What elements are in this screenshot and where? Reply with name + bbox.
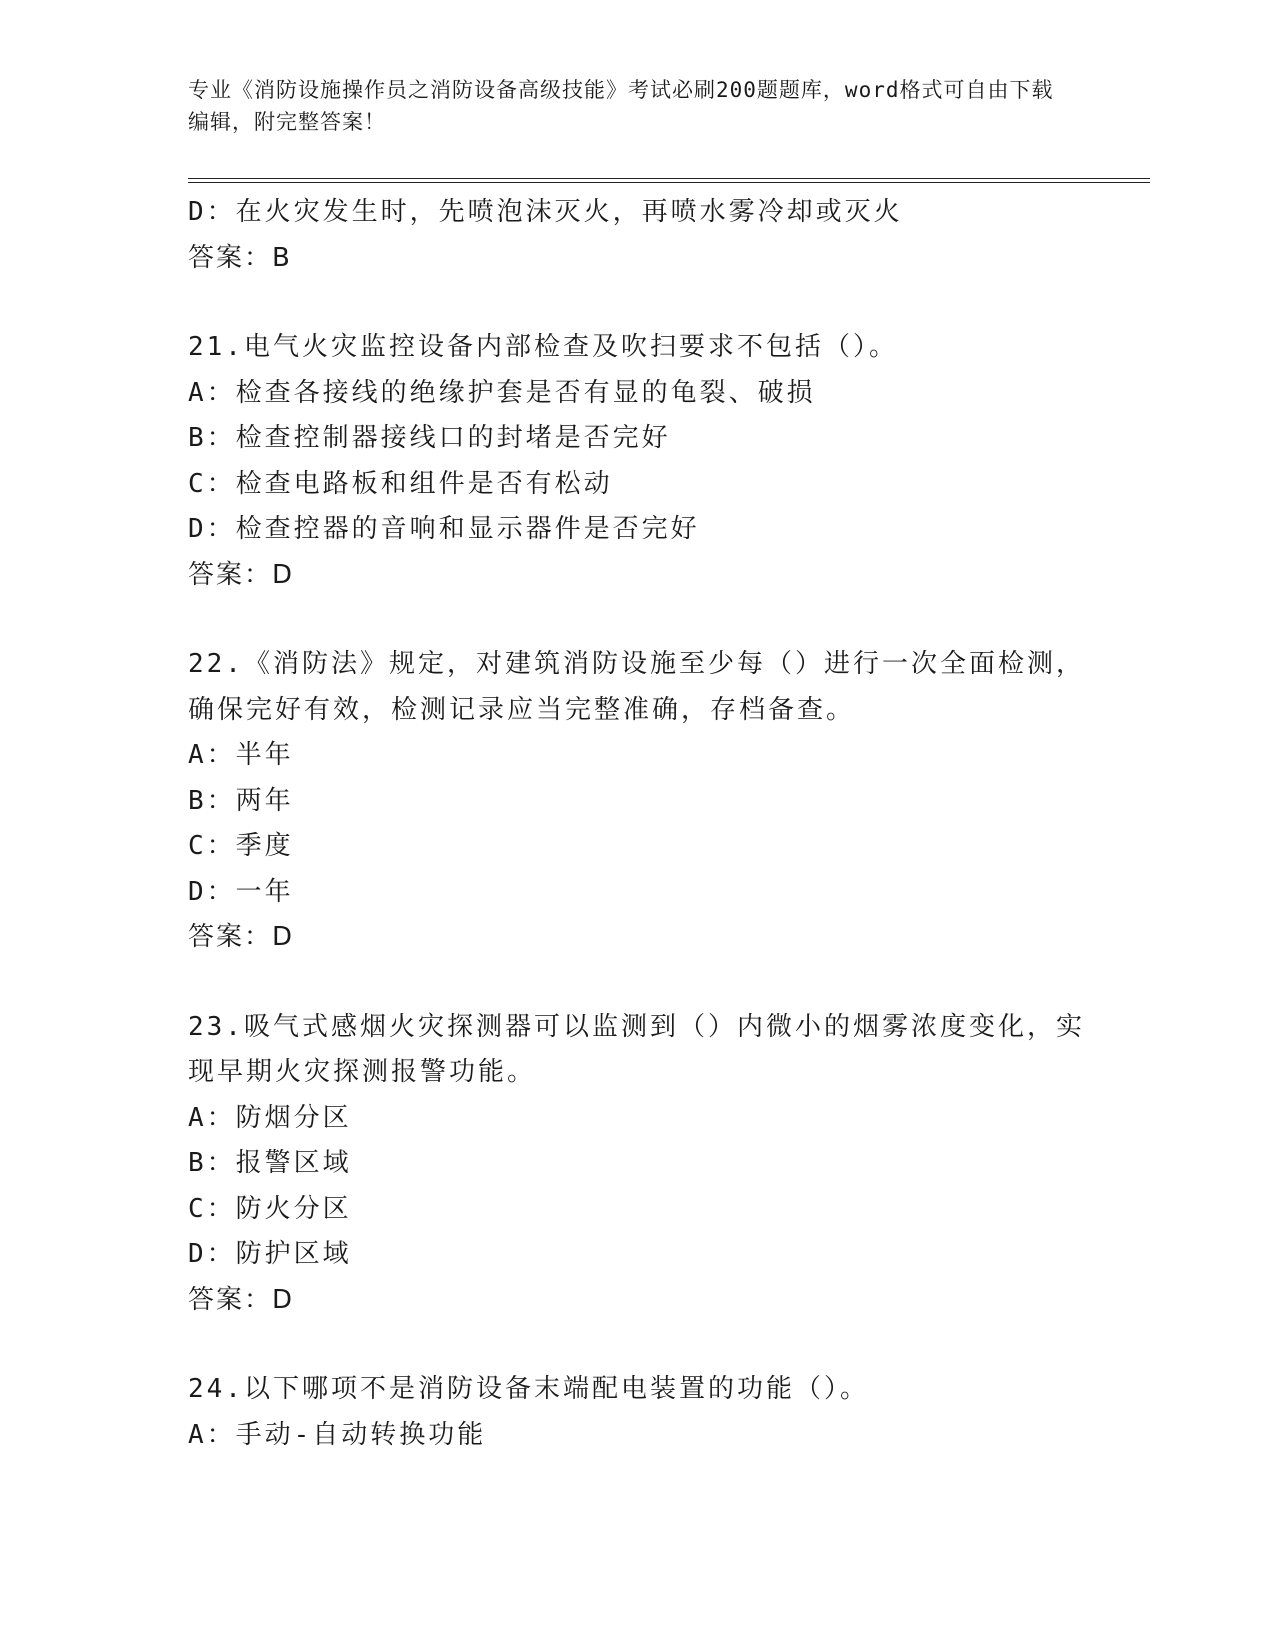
header-divider — [188, 178, 1150, 183]
page-header-title: 专业《消防设施操作员之消防设备高级技能》考试必刷200题题库，word格式可自由下载编辑，附完整答案！ — [188, 78, 1054, 134]
option-c: C：检查电路板和组件是否有松动 — [188, 468, 613, 499]
option-a: A：手动-自动转换功能 — [188, 1419, 487, 1450]
question-21 — [188, 325, 1088, 598]
question-text: 24.以下哪项不是消防设备末端配电装置的功能（）。 — [188, 1374, 869, 1404]
spacer — [188, 961, 1088, 1005]
carryover-option: D：在火灾发生时，先喷泡沫灭火，再喷水雾冷却或灭火 — [188, 197, 903, 227]
option-a: A：检查各接线的绝缘护套是否有显的龟裂、破损 — [188, 377, 816, 408]
option-c: C：季度 — [188, 831, 294, 861]
option-b: B：检查控制器接线口的封堵是否完好 — [188, 423, 671, 453]
question-list — [188, 190, 1088, 1458]
option-c: C：防火分区 — [188, 1193, 352, 1224]
question-text: 22.《消防法》规定，对建筑消防设施至少每（）进行一次全面检测，确保完好有效，检测记录应当完整准确，存档备查。 — [188, 649, 1085, 725]
question-text: 23.吸气式感烟火灾探测器可以监测到（）内微小的烟雾浓度变化，实现早期火灾探测报警功能。 — [188, 1011, 1085, 1087]
question-24 — [188, 1367, 1088, 1458]
spacer — [188, 281, 1088, 325]
option-b: B：两年 — [188, 785, 294, 816]
option-d: D：检查控器的音响和显示器件是否完好 — [188, 514, 700, 544]
option-d: D：防护区域 — [188, 1239, 352, 1269]
option-d: D：一年 — [188, 876, 294, 907]
option-b: B：报警区域 — [188, 1148, 352, 1178]
spacer — [188, 598, 1088, 642]
question-text: 21.电气火灾监控设备内部检查及吹扫要求不包括（）。 — [188, 332, 898, 362]
carryover-answer: 答案：B — [188, 242, 292, 273]
spacer — [188, 1323, 1088, 1367]
option-a: A：半年 — [188, 740, 294, 770]
answer: 答案：D — [188, 559, 295, 590]
option-a: A：防烟分区 — [188, 1102, 352, 1133]
answer: 答案：D — [188, 1284, 295, 1315]
question-22 — [188, 642, 1088, 961]
answer: 答案：D — [188, 922, 295, 952]
question-23 — [188, 1005, 1088, 1324]
